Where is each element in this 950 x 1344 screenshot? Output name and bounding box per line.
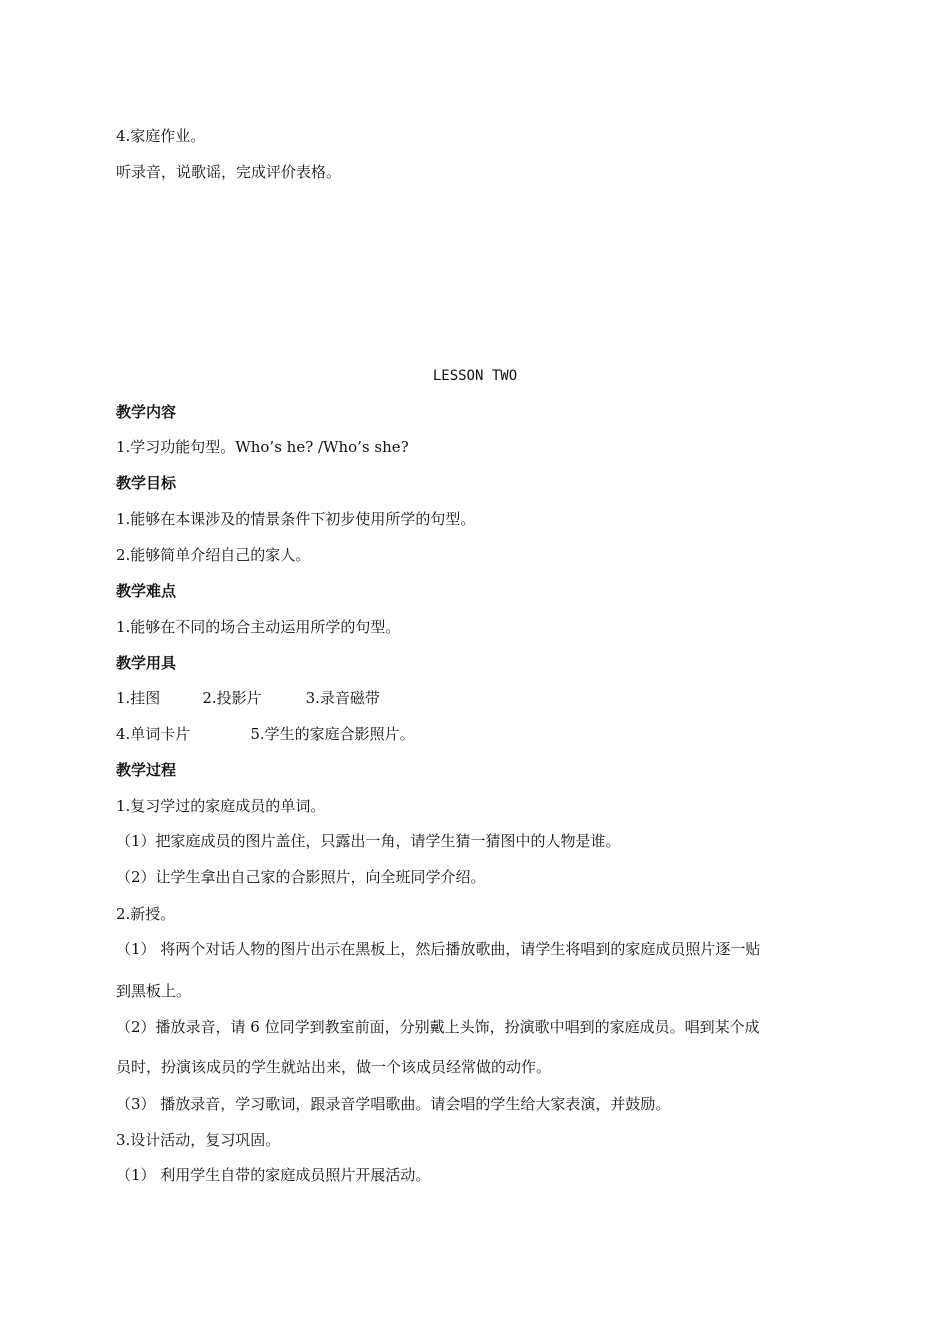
process-step-2-para-3: （3） 播放录音，学习歌词，跟录音学唱歌曲。请会唱的学生给大家表演，并鼓励。 bbox=[116, 1095, 671, 1113]
process-heading: 教学过程 bbox=[116, 761, 177, 779]
tools-heading: 教学用具 bbox=[116, 654, 177, 672]
goals-item-2: 2.能够简单介绍自己的家人。 bbox=[116, 546, 311, 564]
process-step-2-title: 2.新授。 bbox=[116, 905, 176, 923]
process-step-2-para-1-line-1: （1） 将两个对话人物的图片出示在黑板上，然后播放歌曲，请学生将唱到的家庭成员照片逐一贴 bbox=[116, 940, 761, 958]
difficulty-heading: 教学难点 bbox=[116, 582, 177, 600]
homework-title: 4.家庭作业。 bbox=[116, 127, 206, 145]
tools-item-4: 4.单词卡片 bbox=[116, 725, 191, 743]
process-step-3-title: 3.设计活动，复习巩固。 bbox=[116, 1131, 281, 1149]
difficulty-item-1: 1.能够在不同的场合主动运用所学的句型。 bbox=[116, 618, 401, 636]
process-step-1-title: 1.复习学过的家庭成员的单词。 bbox=[116, 797, 326, 815]
content-item-1: 1.学习功能句型。Who’s he? /Who’s she? bbox=[116, 438, 409, 456]
goals-heading: 教学目标 bbox=[116, 474, 177, 492]
lesson-title: LESSON TWO bbox=[432, 368, 518, 384]
process-step-3-para-1: （1） 利用学生自带的家庭成员照片开展活动。 bbox=[116, 1166, 431, 1184]
homework-text: 听录音，说歌谣，完成评价表格。 bbox=[116, 163, 342, 181]
content-heading: 教学内容 bbox=[116, 403, 177, 421]
process-step-1-item-1: （1）把家庭成员的图片盖住，只露出一角，请学生猜一猜图中的人物是谁。 bbox=[116, 832, 621, 850]
process-step-2-para-2-line-2: 员时，扮演该成员的学生就站出来，做一个该成员经常做的动作。 bbox=[116, 1058, 552, 1076]
tools-row-1 bbox=[116, 688, 380, 708]
process-step-1-item-2: （2）让学生拿出自己家的合影照片，向全班同学介绍。 bbox=[116, 868, 486, 886]
tools-item-3: 3.录音磁带 bbox=[305, 689, 380, 707]
process-step-2-para-1-line-2: 到黑板上。 bbox=[116, 982, 192, 1000]
goals-item-1: 1.能够在本课涉及的情景条件下初步使用所学的句型。 bbox=[116, 510, 476, 528]
tools-item-1: 1.挂图 bbox=[116, 689, 161, 707]
tools-row-2 bbox=[116, 724, 415, 744]
process-step-2-para-2-line-1: （2）播放录音，请 6 位同学到教室前面，分别戴上头饰，扮演歌中唱到的家庭成员。唱到某个成 bbox=[116, 1018, 760, 1036]
tools-item-5: 5.学生的家庭合影照片。 bbox=[250, 725, 415, 743]
tools-item-2: 2.投影片 bbox=[202, 689, 262, 707]
